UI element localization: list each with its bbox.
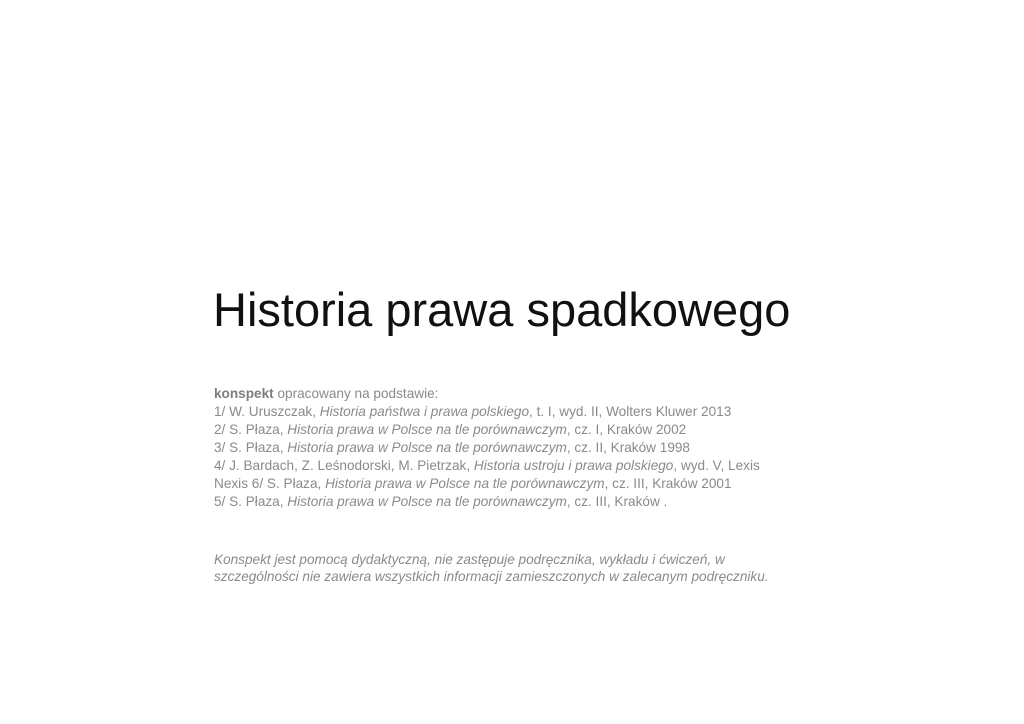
source-prefix: Nexis 6/ S. Płaza, <box>214 476 326 491</box>
source-prefix: 4/ J. Bardach, Z. Leśnodorski, M. Pietrzak, <box>214 458 474 473</box>
source-suffix: , wyd. V, Lexis <box>673 458 760 473</box>
intro-line <box>214 385 804 403</box>
source-suffix: , t. I, wyd. II, Wolters Kluwer 2013 <box>529 404 732 419</box>
source-title: Historia prawa w Polsce na tle porównawczym <box>287 422 567 437</box>
disclaimer-note <box>214 551 804 585</box>
source-title: Historia prawa w Polsce na tle porównawczym <box>287 494 567 509</box>
source-prefix: 3/ S. Płaza, <box>214 440 288 455</box>
source-item-4 <box>214 457 804 475</box>
source-item-2 <box>214 421 804 439</box>
source-item-5 <box>214 475 804 493</box>
intro-rest: opracowany na podstawie: <box>273 386 439 401</box>
source-title: Historia ustroju i prawa polskiego <box>473 458 674 473</box>
source-title: Historia prawa w Polsce na tle porównawczym <box>325 476 605 491</box>
sources-block <box>214 385 804 511</box>
source-item-1 <box>214 403 804 421</box>
source-prefix: 1/ W. Uruszczak, <box>214 404 320 419</box>
source-title: Historia prawa w Polsce na tle porównawczym <box>287 440 567 455</box>
source-title: Historia państwa i prawa polskiego <box>319 404 530 419</box>
disclaimer-line-1: Konspekt jest pomocą dydaktyczną, nie zastępuje podręcznika, wykładu i ćwiczeń, w <box>214 552 725 567</box>
source-suffix: , cz. III, Kraków 2001 <box>604 476 732 491</box>
slide-title: Historia prawa spadkowego <box>213 283 791 336</box>
source-item-3 <box>214 439 804 457</box>
source-prefix: 2/ S. Płaza, <box>214 422 288 437</box>
intro-bold: konspekt <box>214 386 274 401</box>
source-suffix: , cz. II, Kraków 1998 <box>566 440 690 455</box>
source-prefix: 5/ S. Płaza, <box>214 494 288 509</box>
source-suffix: , cz. III, Kraków . <box>566 494 668 509</box>
source-suffix: , cz. I, Kraków 2002 <box>566 422 687 437</box>
source-item-6 <box>214 493 804 511</box>
disclaimer-line-2: szczególności nie zawiera wszystkich informacji zamieszczonych w zalecanym podręczniku. <box>214 569 769 584</box>
